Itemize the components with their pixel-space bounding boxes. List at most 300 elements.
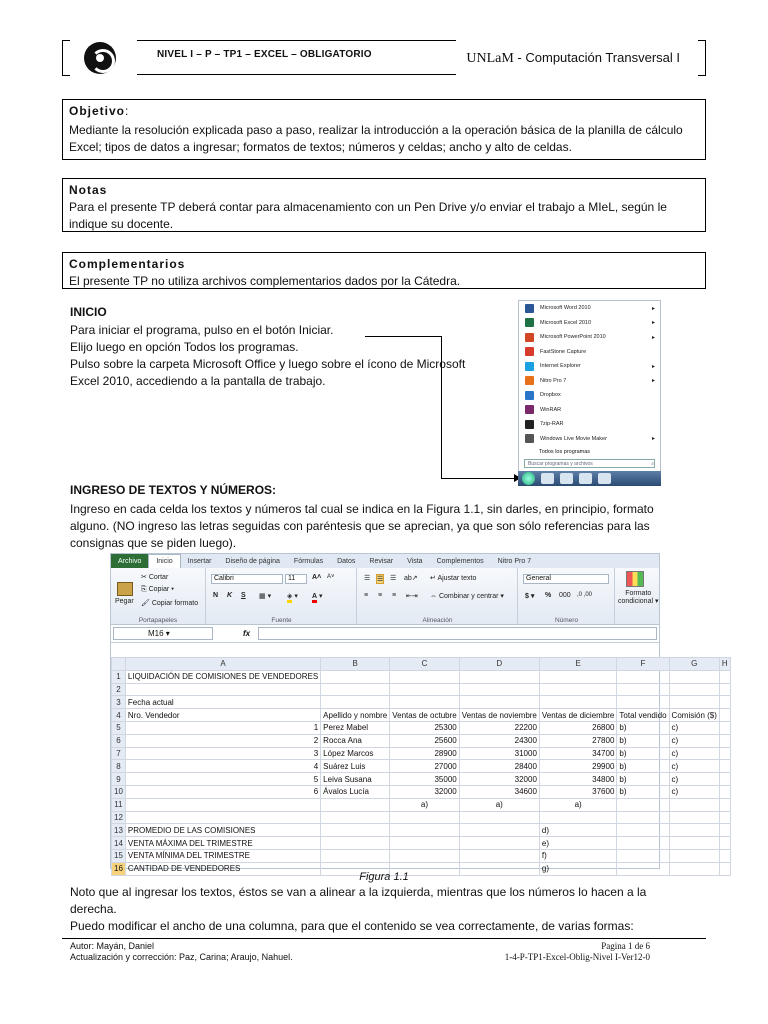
column-header[interactable]: A [125, 658, 320, 671]
start-menu-item[interactable] [519, 388, 660, 403]
header-rule-top [137, 40, 456, 41]
sheet-cell[interactable]: 1 [125, 721, 320, 734]
sheet-cell[interactable] [539, 670, 617, 683]
conditional-format-label2: condicional [618, 598, 654, 605]
align-top-button[interactable] [364, 574, 370, 582]
sheet-cell[interactable] [459, 811, 539, 824]
header-bracket-right [698, 40, 706, 76]
row-header[interactable]: 14 [112, 837, 126, 850]
start-menu-item[interactable] [519, 374, 660, 389]
sheet-cell[interactable]: Nro. Vendedor [125, 709, 320, 722]
sheet-row [112, 696, 731, 709]
sheet-cell[interactable] [125, 811, 320, 824]
sheet-cell[interactable] [719, 683, 730, 696]
sheet-cell[interactable]: b) [617, 721, 669, 734]
search-icon: ⌕ [651, 460, 654, 467]
taskbar-button[interactable] [560, 473, 573, 484]
sheet-cell[interactable] [719, 747, 730, 760]
submenu-arrow-icon: ▸ [651, 436, 655, 443]
sheet-row [112, 785, 731, 798]
column-header[interactable]: B [321, 658, 390, 671]
moviemaker-icon [525, 434, 534, 443]
merge-icon: ⇔ [430, 593, 437, 600]
name-box-value: M16 [148, 629, 164, 638]
sheet-cell[interactable] [459, 670, 539, 683]
align-bottom-button[interactable] [390, 574, 396, 582]
ribbon-tab[interactable]: Vista [407, 557, 423, 565]
sheet-cell[interactable]: 32000 [459, 773, 539, 786]
ingreso-text [70, 501, 710, 552]
sheet-cell[interactable] [459, 683, 539, 696]
start-menu-item-label: 7zip-RAR [540, 421, 564, 428]
inicio-line: Excel 2010, accediendo a la pantalla de trabajo. [70, 374, 326, 388]
sheet-cell[interactable] [719, 837, 730, 850]
number-format-select[interactable] [523, 574, 609, 584]
align-center-button[interactable] [378, 592, 382, 599]
copy-button[interactable]: ⎘ Copiar ▾ [141, 586, 175, 593]
sheet-cell[interactable]: Rocca Ana [321, 734, 390, 747]
name-box[interactable]: M16 ▾ [113, 627, 213, 640]
submenu-arrow-icon: ▸ [651, 363, 655, 370]
shrink-font-button[interactable]: A˅ [327, 574, 335, 580]
thousands-button[interactable]: 000 [559, 592, 571, 599]
ingreso-line: alguno. (NO ingreso las letras seguidas con paréntesis que se aprecian, ya que son sólo referencias para las [70, 519, 650, 533]
sheet-row [112, 683, 731, 696]
inicio-text [70, 322, 510, 390]
fill-color-button[interactable]: ◈ ▾ [287, 592, 298, 600]
sheet-row [112, 773, 731, 786]
sheet-row [112, 734, 731, 747]
sheet-cell[interactable] [125, 683, 320, 696]
sheet-cell[interactable]: 24300 [459, 734, 539, 747]
sheet-cell[interactable]: c) [669, 734, 719, 747]
formula-input[interactable] [258, 627, 657, 640]
sheet-cell[interactable]: LIQUIDACIÓN DE COMISIONES DE VENDEDORES [125, 670, 320, 683]
inicio-line: Para iniciar el programa, pulso en el botón Iniciar. [70, 323, 334, 337]
group-label: Alineación [422, 617, 453, 624]
footer-left [70, 941, 293, 963]
header-rule-bottom [137, 74, 456, 75]
align-middle-button[interactable] [376, 574, 384, 584]
column-header[interactable]: F [617, 658, 669, 671]
sheet-cell[interactable]: Perez Mabel [321, 721, 390, 734]
submenu-arrow-icon: ▸ [651, 378, 655, 385]
ribbon-tab[interactable]: Nitro Pro 7 [497, 557, 532, 565]
ribbon-tab[interactable]: Datos [337, 557, 356, 565]
sheet-cell[interactable]: Suárez Luis [321, 760, 390, 773]
sheet-cell[interactable] [669, 696, 719, 709]
footer-update: Actualización y corrección: Paz, Carina; Araujo, Nahuel. [70, 952, 293, 962]
start-menu-item[interactable] [519, 330, 660, 345]
sheet-cell[interactable]: PROMEDIO DE LAS COMISIONES [125, 824, 320, 837]
group-alineacion [358, 568, 518, 625]
percent-button[interactable]: % [545, 592, 552, 599]
sheet-cell[interactable] [669, 849, 719, 862]
sheet-cell[interactable]: b) [617, 734, 669, 747]
column-header[interactable]: G [669, 658, 719, 671]
ribbon-tabs [111, 554, 659, 568]
sheet-cell[interactable]: 3 [125, 747, 320, 760]
sheet-cell[interactable] [669, 798, 719, 811]
copy-icon: ⎘ [141, 586, 147, 593]
group-estilos [616, 568, 661, 625]
ribbon [111, 568, 659, 625]
sheet-cell[interactable] [617, 696, 669, 709]
notas-title: Notas [69, 183, 108, 197]
header-bracket-left [62, 40, 70, 76]
sheet-row [112, 849, 731, 862]
align-middle-icon: ☰ [377, 576, 384, 583]
row-header[interactable]: 2 [112, 683, 126, 696]
column-header[interactable]: E [539, 658, 617, 671]
row-header[interactable]: 5 [112, 721, 126, 734]
sheet-cell[interactable] [390, 824, 460, 837]
sheet-cell[interactable] [669, 824, 719, 837]
sheet-cell[interactable]: b) [617, 760, 669, 773]
wrap-text-label: Ajustar texto [437, 575, 477, 582]
brush-icon: 🖌 [141, 600, 150, 607]
row-header[interactable]: 11 [112, 798, 126, 811]
start-search-input[interactable] [524, 459, 655, 468]
orientation-button[interactable] [404, 574, 418, 582]
sheet-cell[interactable] [719, 798, 730, 811]
underline-button[interactable]: S [241, 592, 246, 599]
sheet-row [112, 747, 731, 760]
sheet-cell[interactable] [390, 837, 460, 850]
ribbon-tab[interactable]: Revisar [369, 557, 394, 565]
sheet-cell[interactable] [539, 696, 617, 709]
sheet-cell[interactable]: 35000 [390, 773, 460, 786]
sheet-cell[interactable]: 34800 [539, 773, 617, 786]
objetivo-box [62, 99, 706, 160]
sheet-cell[interactable] [617, 811, 669, 824]
font-color-button[interactable]: A ▾ [312, 592, 323, 600]
row-header[interactable]: 6 [112, 734, 126, 747]
copy-label: Copiar [148, 586, 170, 593]
notas-text: Para el presente TP deberá contar para almacenamiento con un Pen Drive y/o enviar el trabajo a MIeL, según le indique su docente. [69, 200, 667, 231]
sheet-cell[interactable] [719, 811, 730, 824]
objetivo-colon: : [125, 104, 129, 118]
column-header[interactable]: C [390, 658, 460, 671]
sheet-cell[interactable] [669, 837, 719, 850]
fx-icon[interactable]: fx [243, 629, 251, 638]
indent-button[interactable] [406, 592, 418, 600]
column-header[interactable]: H [719, 658, 730, 671]
conditional-format-button[interactable]: Formato condicional ▾ [618, 590, 659, 605]
ribbon-tab[interactable]: Diseño de página [225, 557, 280, 565]
shrink-font-label: A [327, 574, 332, 580]
grow-font-button[interactable]: A˄ [312, 574, 322, 581]
start-menu-item-label: Internet Explorer [540, 363, 581, 370]
sheet-cell[interactable]: 28400 [459, 760, 539, 773]
sheet-cell[interactable]: Total vendido [617, 709, 669, 722]
sheet-cell[interactable]: c) [669, 747, 719, 760]
start-button-icon[interactable] [522, 472, 535, 485]
start-menu-item-label: WinRAR [540, 406, 562, 413]
start-menu-item[interactable] [519, 417, 660, 432]
start-menu-list [519, 301, 660, 446]
sheet-cell[interactable]: d) [539, 824, 617, 837]
sheet-cell[interactable]: 25300 [390, 721, 460, 734]
sheet-cell[interactable]: Fecha actual [125, 696, 320, 709]
row-header[interactable]: 15 [112, 849, 126, 862]
sheet-cell[interactable] [321, 798, 390, 811]
ribbon-tab[interactable]: Fórmulas [293, 557, 324, 565]
paste-button[interactable] [115, 582, 134, 605]
format-painter-button[interactable] [141, 599, 198, 607]
sheet-cell[interactable] [617, 683, 669, 696]
row-header[interactable]: 10 [112, 785, 126, 798]
objetivo-text: Mediante la resolución explicada paso a paso, realizar la introducción a la operación básica de la planilla de cálculo Excel; tipos de datos a ingresar; formatos de textos; números y celdas; ancho y alto de celdas. [69, 123, 683, 154]
column-headers [112, 658, 731, 671]
all-programs-label: Todos los programas [539, 448, 591, 455]
sheet-cell[interactable] [321, 696, 390, 709]
borders-icon: ▦ [259, 593, 266, 600]
sheet-cell[interactable]: 25600 [390, 734, 460, 747]
sheet-cell[interactable] [617, 849, 669, 862]
closing-line: derecha. [70, 902, 117, 916]
header-brand [466, 50, 680, 67]
sheet-cell[interactable]: VENTA MÁXIMA DEL TRIMESTRE [125, 837, 320, 850]
sheet-gap [111, 643, 659, 657]
submenu-arrow-icon: ▸ [651, 305, 655, 312]
sheet-cell[interactable] [459, 824, 539, 837]
format-painter-label: Copiar formato [151, 600, 199, 607]
align-left-icon: ≡ [364, 592, 369, 599]
sheet-cell[interactable] [321, 837, 390, 850]
ingreso-title: INGRESO DE TEXTOS Y NÚMEROS: [70, 483, 277, 497]
sheet-cell[interactable]: 27000 [390, 760, 460, 773]
sheet-cell[interactable]: 27800 [539, 734, 617, 747]
excel-icon [525, 318, 534, 327]
sheet-cell[interactable] [719, 824, 730, 837]
group-portapapeles [111, 568, 206, 625]
sheet-cell[interactable]: 6 [125, 785, 320, 798]
taskbar-button[interactable] [579, 473, 592, 484]
sheet-cell[interactable]: Ventas de octubre [390, 709, 460, 722]
select-all-corner[interactable] [112, 658, 126, 671]
font-size-select[interactable] [285, 574, 307, 584]
row-header[interactable]: 16 [112, 862, 126, 875]
sheet-cell[interactable] [539, 683, 617, 696]
sheet-cell[interactable] [719, 734, 730, 747]
start-menu-item[interactable] [519, 316, 660, 331]
windows-taskbar [518, 471, 661, 486]
sheet-cell[interactable] [321, 824, 390, 837]
column-header[interactable]: D [459, 658, 539, 671]
sheet-cell[interactable] [617, 837, 669, 850]
sheet-cell[interactable]: 4 [125, 760, 320, 773]
ingreso-line: consignas que se piden luego). [70, 536, 237, 550]
sheet-cell[interactable]: e) [539, 837, 617, 850]
row-header[interactable]: 12 [112, 811, 126, 824]
sheet-cell[interactable] [719, 709, 730, 722]
sheet-cell[interactable] [390, 811, 460, 824]
italic-button[interactable]: K [227, 592, 233, 599]
sheet-cell[interactable] [669, 670, 719, 683]
sheet-cell[interactable] [617, 824, 669, 837]
row-header[interactable]: 13 [112, 824, 126, 837]
sheet-cell[interactable] [719, 721, 730, 734]
cut-button[interactable] [141, 573, 168, 581]
bold-button[interactable]: N [213, 592, 219, 599]
row-header[interactable]: 8 [112, 760, 126, 773]
sheet-cell[interactable]: López Marcos [321, 747, 390, 760]
sheet-cell[interactable] [321, 811, 390, 824]
sheet-cell[interactable]: 31000 [459, 747, 539, 760]
excel-screenshot [110, 553, 728, 874]
merge-center-label: Combinar y centrar [438, 593, 499, 600]
all-programs-item[interactable] [519, 446, 660, 457]
number-format-value: General [526, 575, 551, 582]
start-menu-item-label: Microsoft PowerPoint 2010 [540, 334, 606, 341]
row-header[interactable]: 1 [112, 670, 126, 683]
row-header[interactable]: 9 [112, 773, 126, 786]
sheet-cell[interactable] [539, 811, 617, 824]
sheet-cell[interactable]: b) [617, 773, 669, 786]
ribbon-tab[interactable]: Complementos [436, 557, 484, 565]
header-brand-name: UNLaM [466, 51, 514, 66]
sheet-cell[interactable]: Comisión ($) [669, 709, 719, 722]
sheet-cell[interactable]: 29900 [539, 760, 617, 773]
merge-center-button[interactable]: ⇔ Combinar y centrar ▾ [430, 593, 504, 600]
align-left-button[interactable] [364, 592, 368, 599]
sheet-cell[interactable]: 32000 [390, 785, 460, 798]
start-menu-screenshot [518, 300, 661, 486]
sheet-cell[interactable]: b) [617, 785, 669, 798]
start-menu-item[interactable] [519, 432, 660, 447]
sheet-cell[interactable] [390, 683, 460, 696]
ribbon-tab[interactable]: Archivo [111, 554, 148, 568]
dropbox-icon [525, 391, 534, 400]
row-header[interactable]: 7 [112, 747, 126, 760]
footer-right [505, 941, 650, 963]
sheet-cell[interactable] [459, 696, 539, 709]
sheet-cell[interactable] [390, 670, 460, 683]
wrap-text-icon: ↵ [430, 575, 436, 582]
footer-page: Pagina 1 de 6 [601, 941, 650, 951]
sheet-cell[interactable] [669, 683, 719, 696]
faststone-icon [525, 347, 534, 356]
sheet-cell[interactable] [669, 811, 719, 824]
increase-decimal-button[interactable]: ,0 ,00 [577, 592, 593, 598]
start-search-placeholder: Buscar programas y archivos [528, 460, 593, 467]
formula-bar [111, 625, 659, 643]
borders-button[interactable]: ▦ ▾ [259, 593, 272, 600]
sheet-cell[interactable] [390, 696, 460, 709]
sheet-row [112, 709, 731, 722]
start-menu-item[interactable] [519, 301, 660, 316]
complementarios-box [62, 252, 706, 289]
sheet-cell[interactable]: CANTIDAD DE VENDEDORES [125, 862, 320, 875]
group-label: Portapapeles [138, 617, 178, 624]
sheet-cell[interactable] [719, 670, 730, 683]
pointer-line [441, 336, 442, 479]
submenu-arrow-icon: ▸ [651, 334, 655, 341]
sheet-cell[interactable]: a) [390, 798, 460, 811]
sheet-cell[interactable]: 26800 [539, 721, 617, 734]
currency-button[interactable]: $ ▾ [525, 593, 535, 600]
font-name-select[interactable] [211, 574, 283, 584]
row-header[interactable]: 3 [112, 696, 126, 709]
start-menu-item-label: Nitro Pro 7 [540, 377, 567, 384]
sheet-cell[interactable] [617, 798, 669, 811]
sheet-cell[interactable] [321, 849, 390, 862]
sheet-cell[interactable] [390, 849, 460, 862]
sheet-cell[interactable]: c) [669, 760, 719, 773]
sheet-cell[interactable] [719, 785, 730, 798]
sheet-cell[interactable] [719, 773, 730, 786]
row-header[interactable]: 4 [112, 709, 126, 722]
sheet-cell[interactable]: Apellido y nombre [321, 709, 390, 722]
sheet-cell[interactable]: g) [539, 862, 617, 875]
sheet-cell[interactable]: c) [669, 721, 719, 734]
taskbar-button[interactable] [541, 473, 554, 484]
ribbon-tab[interactable]: Inicio [148, 554, 180, 568]
start-menu-item[interactable] [519, 345, 660, 360]
align-right-button[interactable] [392, 592, 396, 599]
sheet-row [112, 670, 731, 683]
sheet-cell[interactable] [125, 798, 320, 811]
sheet-cell[interactable] [719, 849, 730, 862]
sheet-cell[interactable]: Leiva Susana [321, 773, 390, 786]
sheet-cell[interactable]: 22200 [459, 721, 539, 734]
sheet-cell[interactable]: a) [539, 798, 617, 811]
sheet-cell[interactable] [719, 760, 730, 773]
sheet-cell[interactable]: 34600 [459, 785, 539, 798]
sheet-cell[interactable]: Ventas de noviembre [459, 709, 539, 722]
sheet-cell[interactable]: 2 [125, 734, 320, 747]
sheet-cell[interactable]: Ventas de diciembre [539, 709, 617, 722]
taskbar-button[interactable] [598, 473, 611, 484]
start-menu-item[interactable] [519, 403, 660, 418]
sheet-row [112, 798, 731, 811]
clipboard-icon [117, 582, 133, 596]
sheet-cell[interactable] [617, 670, 669, 683]
indent-icon: ⇤⇥ [406, 593, 418, 600]
wrap-text-button[interactable] [430, 574, 476, 582]
conditional-format-label: Formato [625, 590, 652, 597]
sheet-cell[interactable]: b) [617, 747, 669, 760]
sheet-cell[interactable] [459, 849, 539, 862]
sheet-cell[interactable]: 34700 [539, 747, 617, 760]
submenu-arrow-icon: ▸ [651, 320, 655, 327]
conditional-format-icon [626, 571, 644, 587]
fill-bucket-icon: ◈ [287, 593, 292, 603]
start-menu-item-label: Microsoft Excel 2010 [540, 319, 592, 326]
ribbon-tab[interactable]: Insertar [187, 557, 212, 565]
sheet-cell[interactable]: c) [669, 773, 719, 786]
sheet-cell[interactable]: 37600 [539, 785, 617, 798]
sheet-cell[interactable]: 28900 [390, 747, 460, 760]
sheet-cell[interactable] [321, 670, 390, 683]
start-menu-item[interactable] [519, 359, 660, 374]
sheet-cell[interactable]: VENTA MÍNIMA DEL TRIMESTRE [125, 849, 320, 862]
sheet-cell[interactable]: Ávalos Lucía [321, 785, 390, 798]
sheet-cell[interactable]: a) [459, 798, 539, 811]
cut-label: Cortar [148, 574, 169, 581]
sheet-cell[interactable] [719, 696, 730, 709]
sheet-cell[interactable] [321, 683, 390, 696]
sheet-cell[interactable]: 5 [125, 773, 320, 786]
group-fuente [207, 568, 357, 625]
sheet-cell[interactable]: c) [669, 785, 719, 798]
closing-line: Noto que al ingresar los textos, éstos se van a alinear a la izquierda, mientras que los números lo hacen a la [70, 885, 647, 899]
inicio-line: Elijo luego en opción Todos los programas. [70, 340, 299, 354]
sheet-cell[interactable] [459, 837, 539, 850]
sheet-cell[interactable]: f) [539, 849, 617, 862]
align-top-icon: ☰ [364, 575, 371, 582]
